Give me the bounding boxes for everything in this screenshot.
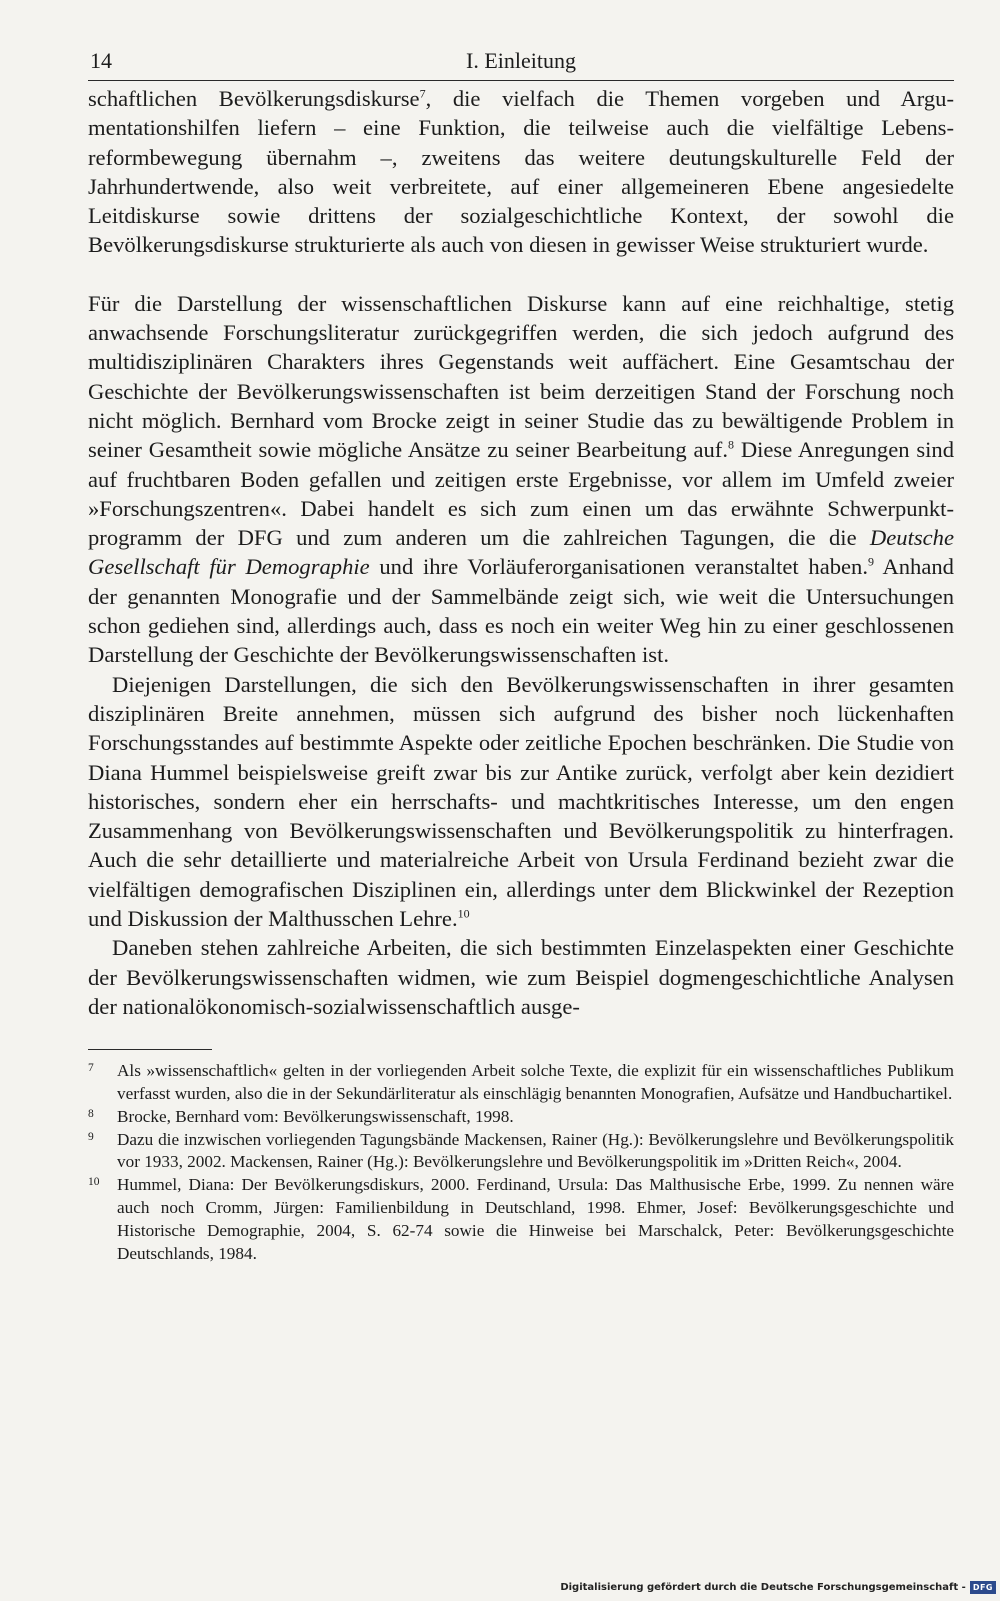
digitization-credit-text: Digitalisierung gefördert durch die Deutsche Forschungsgemeinschaft - bbox=[560, 1581, 966, 1593]
paragraph-3: Diejenigen Darstellungen, die sich den Bevölkerungswissenschaften in ihrer gesamten disziplinären Breite annehmen, müssen sich aufgrund des bisher noch lückenhaften Forschungsstandes auf bestimmte Aspekte oder zeitliche Epochen beschränken. Die Studie von Diana Hummel beispielsweise greift zwar bis zur Antike zurück, verfolgt aber kein dezidiert historisches, sondern eher ein herrschafts- und machtkritisches Interesse, um den engen Zusammenhang von Bevölkerungswissenschaften und Bevölkerungspolitik zu hinterfragen. Auch die sehr detaillierte und materialreiche Arbeit von Ursula Ferdinand bezieht zwar die vielfältigen demografischen Disziplinen ein, allerdings unter dem Blickwinkel der Rezeption und Diskussion der Malthusschen Lehre.$^{10}$ bbox=[88, 671, 954, 932]
footnote-ref-8: 8 bbox=[727, 437, 734, 452]
footnote-10 bbox=[88, 1174, 954, 1265]
dfg-logo-icon: DFG bbox=[970, 1581, 996, 1594]
footnote-ref-7: 7 bbox=[419, 86, 426, 101]
footnote-number: 7 bbox=[88, 1062, 94, 1075]
footnote-ref-9: 9 bbox=[868, 554, 874, 569]
footnote-ref-10: 10 bbox=[457, 906, 470, 921]
footnote-number: 9 bbox=[88, 1130, 94, 1143]
footnote-text: Brocke, Bernhard vom: Bevölkerungswissenschaft, 1998. bbox=[117, 1106, 514, 1126]
main-text bbox=[88, 84, 954, 1021]
footnote-text: Dazu die inzwischen vorliegenden Tagungsbände Mackensen, Rainer (Hg.): Bevölkerungslehre und Bevölkerungspolitik vor 1933, 2002. Mackensen, Rainer (Hg.): Bevölkerungslehre und Bevölkerungspolitik im »Dritten Reich«, 2004. bbox=[117, 1129, 954, 1172]
footnote-number: 10 bbox=[88, 1176, 100, 1189]
footnote-text: Hummel, Diana: Der Bevölkerungsdiskurs, 2000. Ferdinand, Ursula: Das Malthusische Erbe, 1999. Zu nennen wäre auch noch Cromm, Jürgen: Familienbildung in Deutschland, 1998. Ehmer, Josef: Bevölkerungsgeschichte und Historische Demographie, 2004, S. 62-74 sowie die Hinweise bei Marschalck, Peter: Bevölkerungsgeschichte Deutschlands, 1984. bbox=[117, 1175, 954, 1263]
paragraph-1: schaftlichen Bevölkerungsdiskurse$^7$, die vielfach die Themen vorgeben und Argumentationshilfen liefern – eine Funktion, die teilweise auch die vielfältige Lebensreformbewegung übernahm –, zweitens das weitere deutungskulturelle Feld der Jahrhundertwende, also weit verbreitete, auf einer allgemeineren Ebene angesiedelte Leitdiskurse sowie drittens der sozialgeschichtliche Kontext, der sowohl die Bevölkerungsdiskurse strukturierte als auch von diesen in gewisser Weise strukturiert wurde. bbox=[88, 86, 954, 258]
book-page bbox=[88, 44, 954, 1265]
footnote-text: Als »wissenschaftlich« gelten in der vorliegenden Arbeit solche Texte, die explizit für ein wissenschaftliches Publikum verfasst wurden, also die in der Sekundärliteratur als einschlägig benannten Monografien, Aufsätze und Handbuchartikel. bbox=[117, 1061, 954, 1103]
footnote-7 bbox=[88, 1060, 954, 1106]
paragraph-2: Für die Darstellung der wissenschaftlichen Diskurse kann auf eine reichhaltige, stetig anwachsende Forschungsliteratur zurückgegriffen werden, die sich jedoch aufgrund des multidisziplinären Charakters ihres Gegenstands weit auffächert. Eine Gesamtschau der Geschichte der Bevölkerungswissenschaften ist beim derzeitigen Stand der Forschung noch nicht möglich. Bernhard vom Brocke zeigt in seiner Studie das zu bewältigende Problem in seiner Gesamtheit sowie mögliche Ansätze zu seiner Bearbeitung auf.$^8$ Diese Anregungen sind auf fruchtbaren Boden gefallen und zeitigen erste Ergebnisse, vor allem im Umfeld zweier »Forschungszentren«. Dabei handelt es sich zum einen um das erwähnte Schwerpunktprogramm der DFG und zum anderen um die zahlreichen Tagungen, die die Deutsche Gesellschaft für Demographie und ihre Vorläuferorganisationen veranstaltet haben.$^9$ Anhand der genannten Monografie und der Sammelbände zeigt sich, wie weit die Untersuchungen schon gediehen sind, allerdings auch, dass es noch ein weiter Weg hin zu einer geschlossenen Darstellung der Geschichte der Bevölkerungswissenschaften ist. bbox=[88, 290, 955, 668]
page-header bbox=[88, 44, 954, 81]
running-head: I. Einleitung bbox=[466, 48, 576, 73]
footnote-number: 8 bbox=[88, 1107, 94, 1120]
footnotes bbox=[88, 1060, 954, 1265]
footnote-9 bbox=[88, 1129, 954, 1175]
paragraph-4: Daneben stehen zahlreiche Arbeiten, die sich bestimmten Einzelaspekten einer Geschichte der Bevölkerungswissenschaften widmen, wie zum Beispiel dogmengeschichtliche Analysen der nationalökonomisch-sozialwissenschaftlich ausge- bbox=[88, 935, 954, 1019]
page-number: 14 bbox=[90, 48, 112, 73]
footnote-8 bbox=[88, 1106, 954, 1129]
footnote-divider bbox=[88, 1049, 212, 1050]
digitization-credit bbox=[560, 1579, 1000, 1595]
italic-organisation-name: Deutsche Gesellschaft für Demographie bbox=[88, 525, 954, 580]
